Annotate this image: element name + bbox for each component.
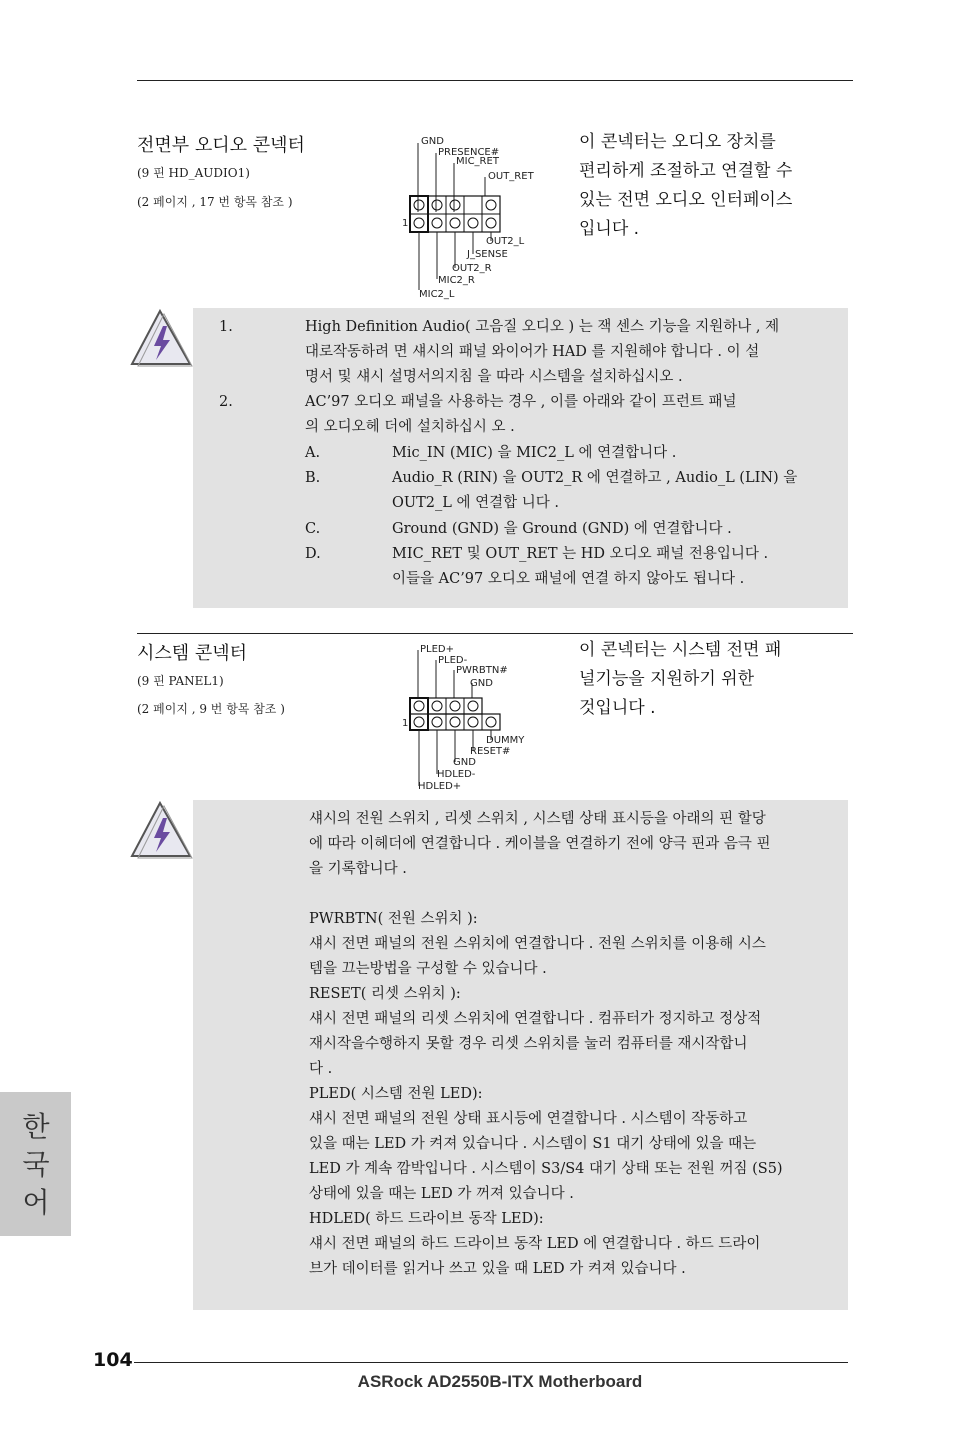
- pin-label-hdled-minus: HDLED-: [437, 769, 476, 780]
- system-note-line: 섀시 전면 패널의 하드 드라이브 동작 LED 에 연결합니다 . 하드 드라이: [309, 1236, 761, 1252]
- pin-one-marker: 1: [402, 718, 409, 729]
- audio-sub-line: OUT2_L 에 연결합 니다 .: [392, 495, 559, 511]
- system-note-line: 있을 때는 LED 가 켜져 있습니다 . 시스템이 S1 대기 상태에 있을 때는: [309, 1136, 757, 1152]
- audio-note-num-2: 2.: [219, 394, 233, 410]
- audio-note-line: 의 오디오헤 더에 설치하십시 오 .: [305, 419, 515, 435]
- footer-rule: [134, 1362, 848, 1363]
- audio-sub-letter: A.: [305, 445, 321, 461]
- warning-icon: [130, 800, 194, 860]
- system-note-line: 재시작을수행하지 못할 경우 리셋 스위치를 눌러 컴퓨터를 재시작합니: [309, 1036, 748, 1052]
- audio-note-line: High Definition Audio( 고음질 오디오 ) 는 잭 센스 기능을 지원하나 , 제: [305, 319, 780, 335]
- audio-sub-line: Ground (GND) 을 Ground (GND) 에 연결합니다 .: [392, 521, 732, 537]
- system-note-line: 섀시 전면 패널의 전원 상태 표시등에 연결합니다 . 시스템이 작동하고: [309, 1111, 748, 1127]
- system-note-line: 상태에 있을 때는 LED 가 꺼져 있습니다 .: [309, 1186, 574, 1202]
- system-note-line: 브가 데이터를 읽거나 쓰고 있을 때 LED 가 켜져 있습니다 .: [309, 1261, 686, 1277]
- system-note-line: 섀시 전면 패널의 리셋 스위치에 연결합니다 . 컴퓨터가 정지하고 정상적: [309, 1011, 762, 1027]
- pin-label-presence: PRESENCE#: [438, 147, 500, 158]
- audio-note-line: 대로작동하려 면 섀시의 패널 와이어가 HAD 를 지원해야 합니다 . 이 설: [305, 344, 760, 360]
- system-page-ref: (2 페이지 , 9 번 항목 참조 ): [137, 702, 285, 716]
- pin-label-dummy: DUMMY: [486, 735, 525, 746]
- audio-sub-line: 이들을 AC’97 오디오 패널에 연결 하지 않아도 됩니다 .: [392, 571, 745, 587]
- pin-label-gnd: GND: [421, 136, 444, 147]
- system-note-line: 을 기록합니다 .: [309, 861, 407, 877]
- audio-page-ref: (2 페이지 , 17 번 항목 참조 ): [137, 195, 293, 209]
- system-note-line: HDLED( 하드 드라이브 동작 LED):: [309, 1211, 544, 1227]
- system-note-line: 다 .: [309, 1061, 333, 1077]
- pin-label-mic2-r: MIC2_R: [438, 275, 475, 286]
- audio-pin-count: (9 핀 HD_AUDIO1): [137, 166, 250, 180]
- system-panel-diagram: [396, 640, 546, 792]
- system-description: 이 콘넥터는 시스템 전면 패 널기능을 지원하기 위한 것입니다 .: [579, 640, 782, 718]
- pin-label-mic-ret: MIC_RET: [456, 156, 499, 167]
- system-note-line: 템을 끄는방법을 구성할 수 있습니다 .: [309, 961, 547, 977]
- audio-description: 이 콘넥터는 오디오 장치를 편리하게 조절하고 연결할 수 있는 전면 오디오 인터페이스 입니다 .: [579, 132, 793, 239]
- pin-label-pled-minus: PLED-: [438, 655, 468, 666]
- audio-note-line: AC’97 오디오 패널을 사용하는 경우 , 이를 아래와 같이 프런트 패널: [305, 394, 737, 410]
- audio-note-num-1: 1.: [219, 319, 233, 335]
- system-pin-count: (9 핀 PANEL1): [137, 674, 224, 688]
- pin-label-gnd-bottom: GND: [453, 757, 476, 768]
- audio-section-title: 전면부 오디오 콘넥터: [137, 135, 305, 156]
- page-number: 104: [93, 1349, 133, 1371]
- system-note-line: 섀시의 전원 스위치 , 리셋 스위치 , 시스템 상태 표시등을 아래의 핀 할당: [309, 811, 766, 827]
- system-note-line: PLED( 시스템 전원 LED):: [309, 1086, 483, 1102]
- system-note-blank: [309, 882, 854, 907]
- pin-label-hdled-plus: HDLED+: [418, 781, 462, 792]
- pin-label-out2-l: OUT2_L: [486, 236, 525, 247]
- system-note-line: PWRBTN( 전원 스위치 ):: [309, 911, 478, 927]
- pin-label-pled-plus: PLED+: [420, 644, 454, 655]
- audio-header-diagram: [396, 132, 546, 302]
- pin-label-gnd-top: GND: [470, 678, 493, 689]
- system-section-rule: [137, 633, 853, 634]
- audio-sub-line: MIC_RET 및 OUT_RET 는 HD 오디오 패널 전용입니다 .: [392, 546, 769, 562]
- pin-label-pwrbtn: PWRBTN#: [456, 665, 508, 676]
- system-note-text: [309, 807, 854, 1282]
- pin-one-marker: 1: [402, 218, 409, 229]
- audio-note-line: 명서 및 섀시 설명서의지침 을 따라 시스템을 설치하십시오 .: [305, 369, 683, 385]
- pin-label-out-ret: OUT_RET: [488, 171, 534, 182]
- system-note-line: LED 가 계속 깜박입니다 . 시스템이 S3/S4 대기 상태 또는 전원 꺼짐 (S5): [309, 1161, 783, 1177]
- audio-sub-letter: B.: [305, 470, 321, 486]
- top-rule: [137, 80, 853, 81]
- audio-sub-letter: D.: [305, 546, 321, 562]
- system-note-line: 에 따라 이헤더에 연결합니다 . 케이블을 연결하기 전에 양극 핀과 음극 핀: [309, 836, 771, 852]
- footer-product-name: ASRock AD2550B-ITX Motherboard: [357, 1372, 643, 1391]
- pin-label-j-sense: J_SENSE: [467, 249, 508, 260]
- warning-icon: [130, 308, 194, 368]
- system-section-title: 시스템 콘넥터: [137, 643, 248, 664]
- language-side-label: 한국어: [22, 1110, 50, 1219]
- audio-sub-line: Mic_IN (MIC) 을 MIC2_L 에 연결합니다 .: [392, 445, 677, 461]
- audio-sub-line: Audio_R (RIN) 을 OUT2_R 에 연결하고 , Audio_L (LIN) 을: [392, 470, 798, 486]
- pin-label-reset: RESET#: [470, 746, 511, 757]
- pin-label-out2-r: OUT2_R: [452, 263, 492, 274]
- pin-label-mic2-l: MIC2_L: [419, 289, 455, 300]
- audio-sub-letter: C.: [305, 521, 321, 537]
- system-note-line: RESET( 리셋 스위치 ):: [309, 986, 461, 1002]
- system-note-line: 섀시 전면 패널의 전원 스위치에 연결합니다 . 전원 스위치를 이용해 시스: [309, 936, 766, 952]
